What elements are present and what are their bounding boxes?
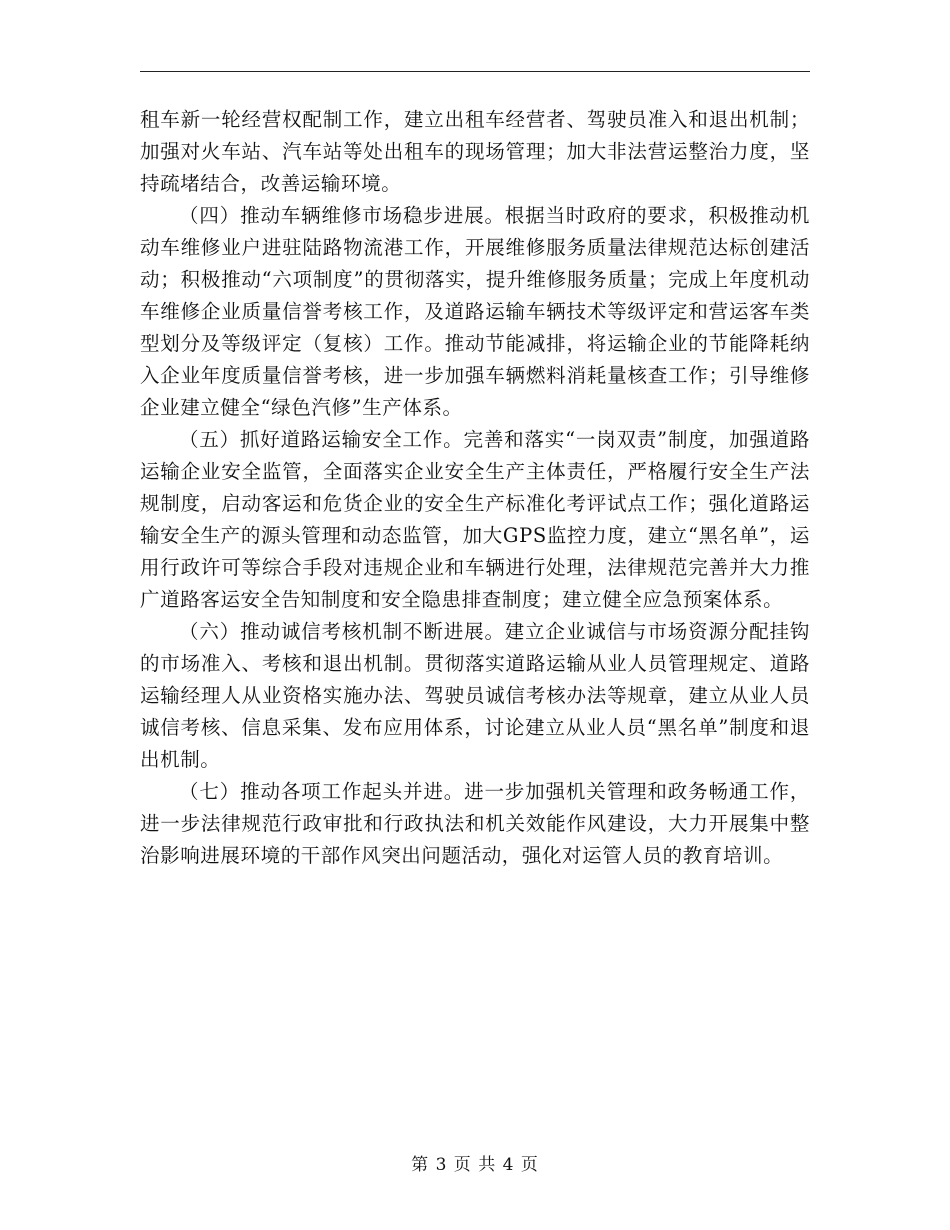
paragraph-section-6: （六）推动诚信考核机制不断进展。建立企业诚信与市场资源分配挂钩的市场准入、考核和退出机制。贯彻落实道路运输从业人员管理规定、道路运输经理人从业资格实施办法、驾驶员诚信考核办法等规章，建立从业人员诚信考核、信息采集、发布应用体系，讨论建立从业人员“黑名单”制度和退出机制。 (140, 620, 810, 771)
page-footer (0, 1150, 950, 1175)
page-number-label: 第 3 页 共 4 页 (411, 1155, 539, 1175)
header-rule (140, 71, 810, 72)
document-body (140, 104, 810, 872)
paragraph-continuation: 租车新一轮经营权配制工作，建立出租车经营者、驾驶员准入和退出机制；加强对火车站、汽车站等处出租车的现场管理；加大非法营运整治力度，坚持疏堵结合，改善运输环境。 (140, 108, 810, 195)
paragraph-section-4: （四）推动车辆维修市场稳步进展。根据当时政府的要求，积极推动机动车维修业户进驻陆路物流港工作，开展维修服务质量法律规范达标创建活动；积极推动“六项制度”的贯彻落实，提升维修服务质量；完成上年度机动车维修企业质量信誉考核工作，及道路运输车辆技术等级评定和营运客车类型划分及等级评定（复核）工作。推动节能减排，将运输企业的节能降耗纳入企业年度质量信誉考核，进一步加强车辆燃料消耗量核查工作；引导维修企业建立健全“绿色汽修”生产体系。 (140, 204, 810, 419)
paragraph-section-5: （五）抓好道路运输安全工作。完善和落实“一岗双责”制度，加强道路运输企业安全监管，全面落实企业安全生产主体责任，严格履行安全生产法规制度，启动客运和危货企业的安全生产标准化考评试点工作；强化道路运输安全生产的源头管理和动态监管，加大GPS监控力度，建立“黑名单”，运用行政许可等综合手段对违规企业和车辆进行处理，法律规范完善并大力推广道路客运安全告知制度和安全隐患排查制度；建立健全应急预案体系。 (140, 428, 810, 611)
paragraph-section-7: （七）推动各项工作起头并进。进一步加强机关管理和政务畅通工作，进一步法律规范行政审批和行政执法和机关效能作风建设，大力开展集中整治影响进展环境的干部作风突出问题活动，强化对运管人员的教育培训。 (140, 780, 810, 867)
